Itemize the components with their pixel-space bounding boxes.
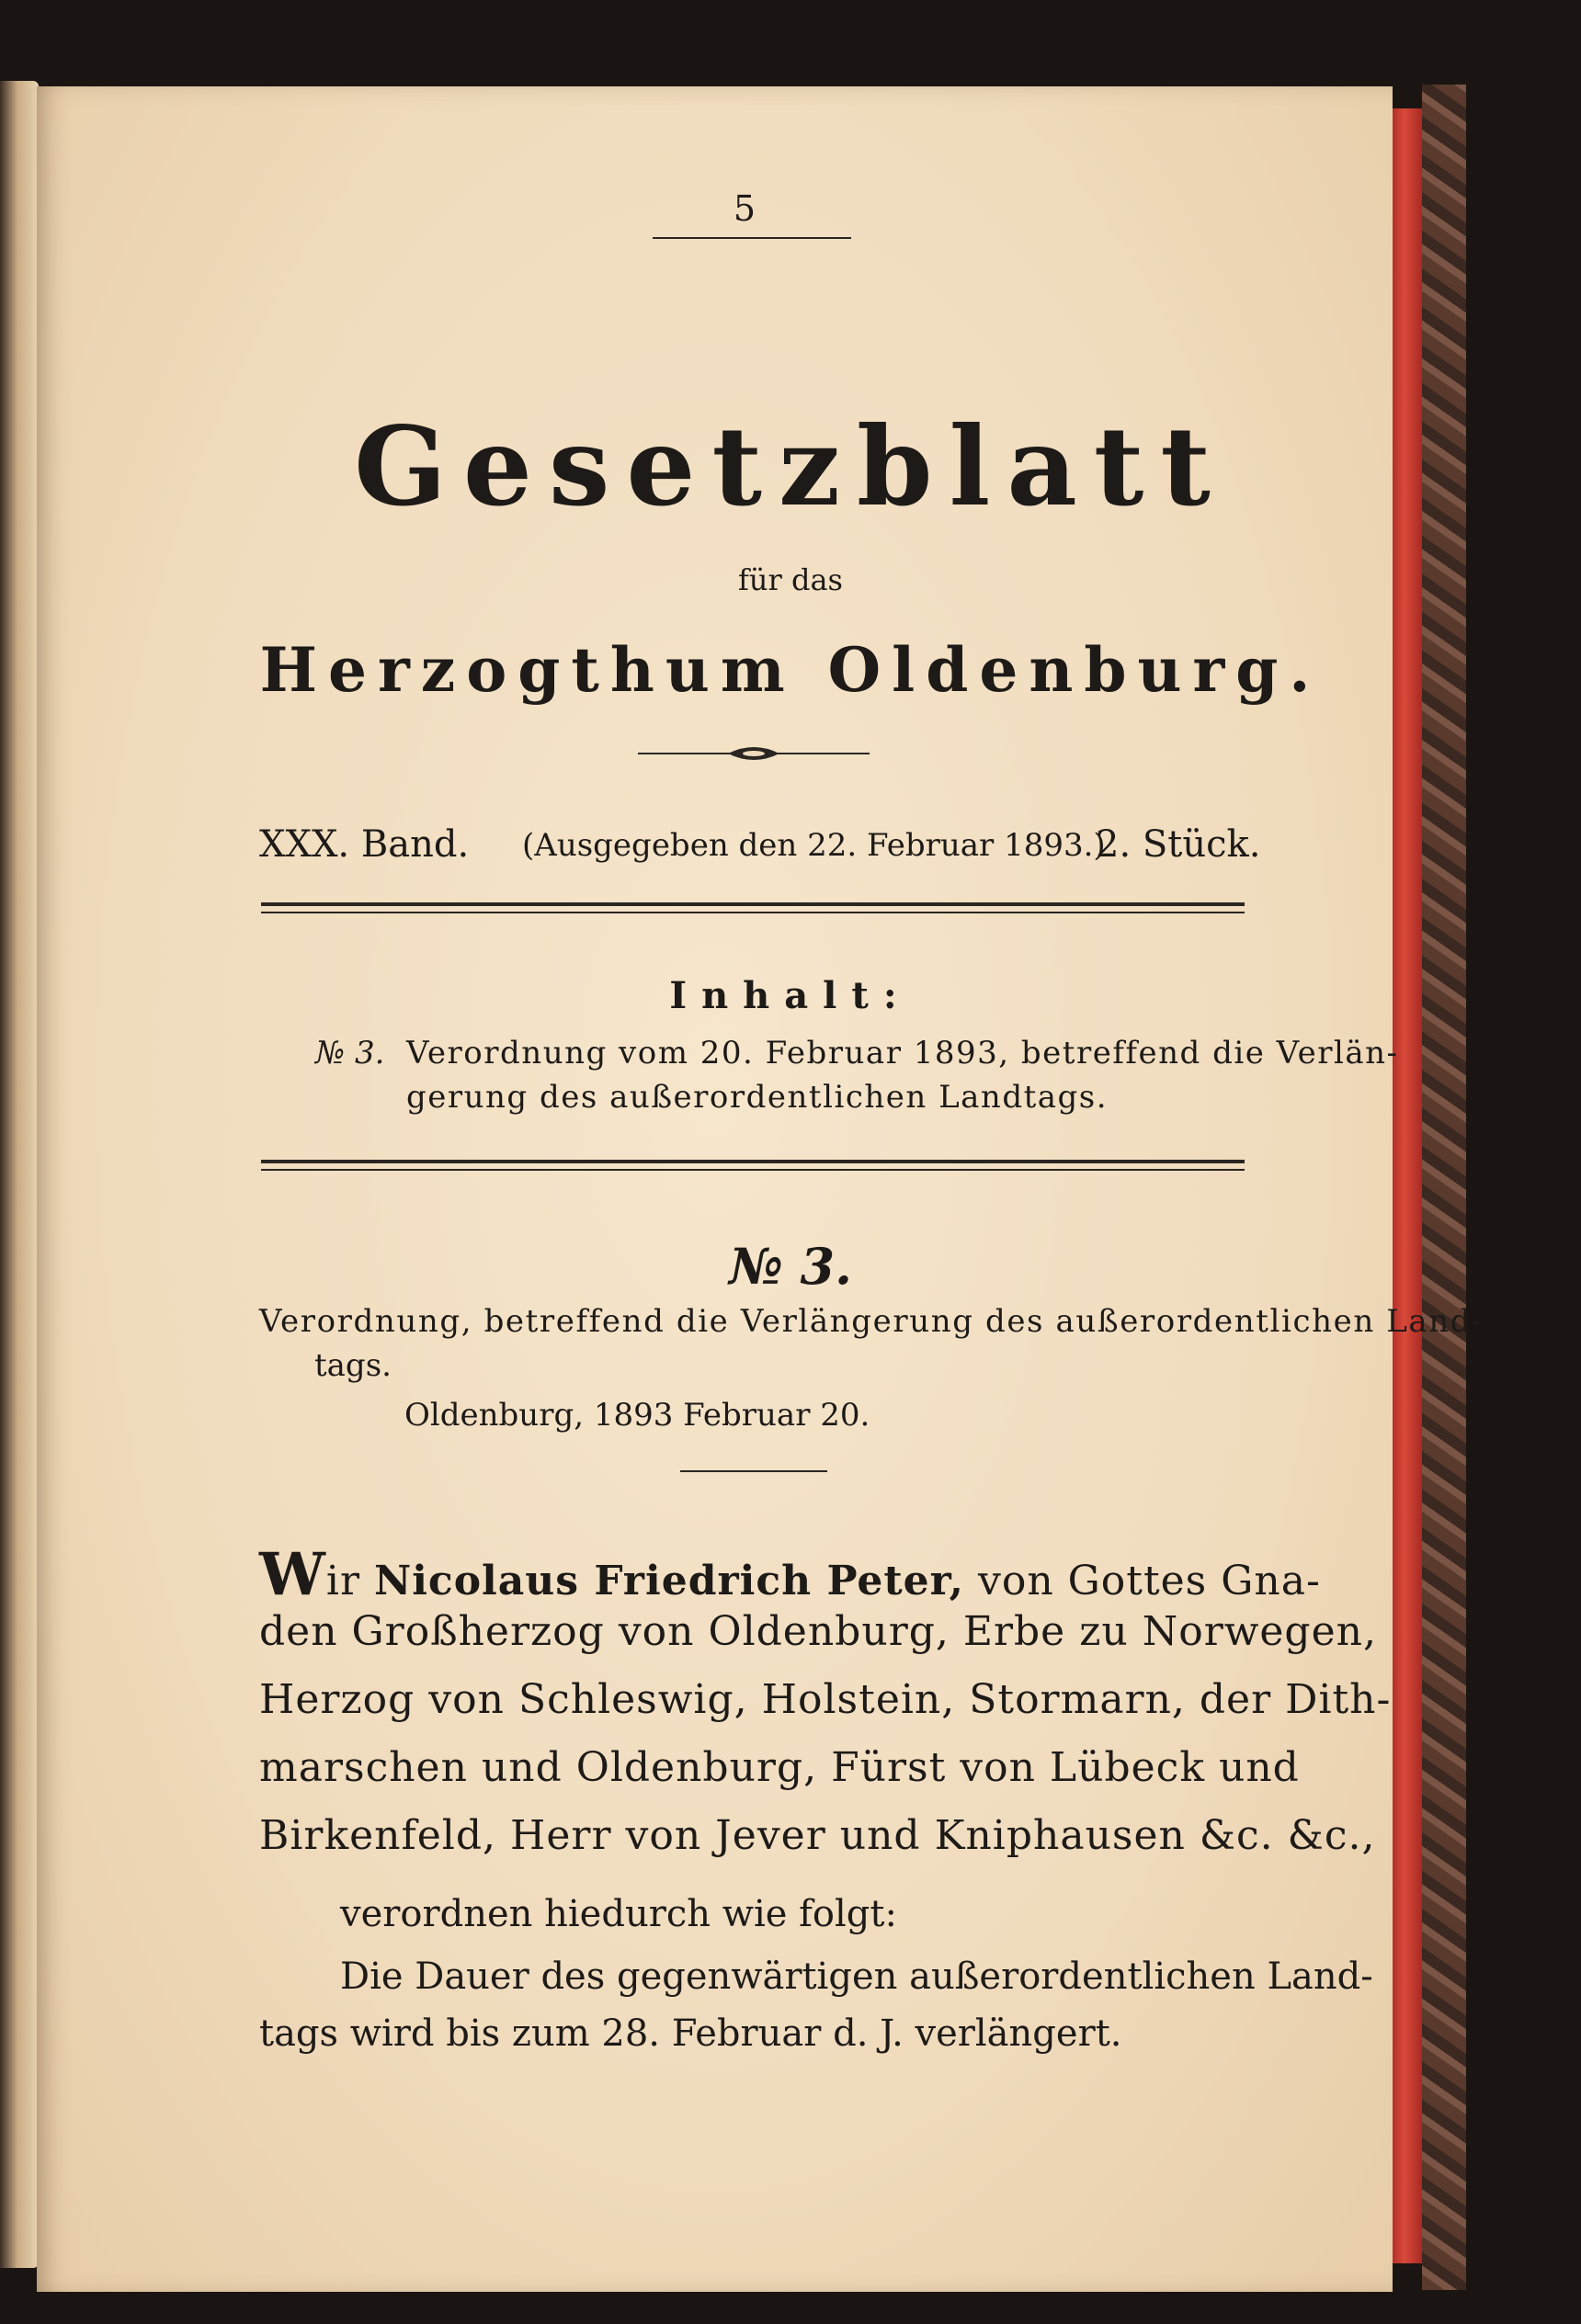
body-line-6: verordnen hiedurch wie folgt: [340,1893,897,1935]
masthead-title: Gesetzblatt [354,402,1227,530]
body-line-1 [259,1540,1321,1609]
contents-heading: Inhalt: [669,974,912,1017]
masthead-subtitle-large: Herzogthum Oldenburg. [259,634,1322,706]
contents-double-rule-bottom [261,1169,1245,1171]
drop-initial: W [259,1540,326,1609]
decree-place-date: Oldenburg, 1893 Februar 20. [404,1397,870,1434]
decree-title-line-2: tags. [314,1347,392,1384]
body-line-2: den Großherzog von Oldenburg, Erbe zu Norwegen, [259,1608,1377,1655]
body-line-4: marschen und Oldenburg, Fürst von Lübeck und [259,1744,1300,1791]
contents-entry-line-1: Verordnung vom 20. Februar 1893, betreffend die Verlän- [406,1035,1399,1071]
body-line-5: Birkenfeld, Herr von Jever und Kniphausen &c. &c., [259,1812,1376,1859]
volume-label: XXX. Band. [259,823,470,866]
body-line-3: Herzog von Schleswig, Holstein, Stormarn, der Dith- [259,1676,1392,1723]
page-number: 5 [733,188,756,229]
decree-short-rule [680,1470,827,1472]
sovereign-name: Nicolaus Friedrich Peter, [373,1558,964,1604]
header-double-rule-bottom [261,912,1245,913]
body-line-1-start: ir [325,1558,374,1604]
page-number-rule [653,237,851,239]
contents-double-rule-top [261,1160,1245,1163]
body-line-7: Die Dauer des gegenwärtigen außerordentlichen Land- [340,1956,1373,1998]
body-line-1-end: von Gottes Gna- [963,1558,1321,1604]
contents-entry-number: № 3. [315,1035,385,1071]
issue-number: 2. Stück. [1096,823,1261,866]
masthead-subtitle-small: für das [738,562,843,597]
decree-title-line-1: Verordnung, betreffend die Verlängerung des außerordentlichen Land- [259,1303,1484,1340]
contents-entry-line-2: gerung des außerordentlichen Landtags. [406,1079,1109,1116]
issue-date: (Ausgegeben den 22. Februar 1893.) [522,827,1106,864]
body-line-8: tags wird bis zum 28. Februar d. J. verlängert. [259,2012,1122,2055]
ornament-divider [636,743,871,765]
header-double-rule-top [261,902,1245,906]
decree-number-heading: № 3. [729,1237,852,1296]
